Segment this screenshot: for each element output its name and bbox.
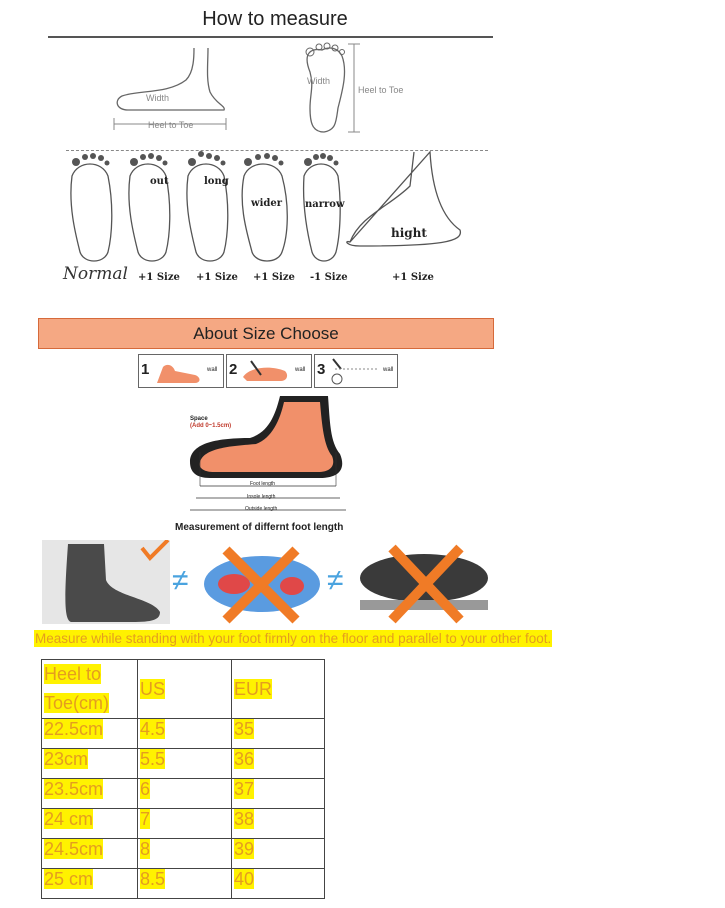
size-hight: +1 Size	[392, 272, 434, 283]
foot-type-wider: wider	[251, 198, 283, 209]
top-width-label: Width	[307, 76, 331, 86]
shoe-sole-photo	[356, 544, 492, 624]
size-table	[41, 659, 325, 899]
insole-length-label: Insole length	[247, 494, 276, 500]
outside-length-label: Outside length	[245, 506, 278, 512]
title-divider	[48, 36, 493, 38]
table-row: 23cm 5.5 36	[42, 749, 325, 779]
foot-photo	[42, 540, 170, 624]
size-wider: +1 Size	[253, 272, 295, 283]
foot-length-label: Foot length	[250, 481, 276, 487]
about-size-title: About Size Choose	[38, 318, 494, 349]
top-heel-to-toe-label: Heel to Toe	[358, 85, 404, 95]
table-row: 25 cm 8.5 40	[42, 869, 325, 899]
measurement-caption: Measurement of differnt foot length	[175, 522, 344, 533]
foot-type-normal: Normal	[63, 264, 128, 284]
step-2-box	[226, 354, 312, 388]
shoe-measurement-diagram	[180, 392, 360, 522]
foot-type-narrow: narrow	[305, 199, 345, 210]
step-1-box	[138, 354, 224, 388]
side-heel-to-toe-label: Heel to Toe	[148, 120, 194, 130]
step-2-number: 2	[229, 361, 238, 378]
space-value: (Add 0~1.5cm)	[190, 423, 232, 429]
table-row: 24.5cm 8 39	[42, 839, 325, 869]
size-out: +1 Size	[138, 272, 180, 283]
step-2-foot-icon	[241, 359, 291, 385]
not-equal-2: ≠	[327, 564, 344, 597]
table-row: 24 cm 7 38	[42, 809, 325, 839]
step-2-wall: wall	[295, 367, 306, 373]
table-row: 23.5cm 6 37	[42, 779, 325, 809]
table-header-row	[42, 660, 325, 719]
header-eur: EUR	[232, 660, 325, 719]
size-narrow: -1 Size	[310, 272, 348, 283]
side-width-label: Width	[146, 93, 170, 103]
step-3-wall: wall	[383, 367, 394, 373]
insole-photo	[200, 544, 324, 624]
table-row: 22.5cm 4.5 35	[42, 719, 325, 749]
how-to-measure-title: How to measure	[202, 8, 348, 30]
space-label: Space	[190, 416, 208, 422]
step-3-ruler-icon	[329, 357, 381, 387]
not-equal-1: ≠	[172, 564, 189, 597]
side-foot-diagram	[108, 44, 238, 134]
top-foot-diagram	[292, 42, 422, 138]
step-3-number: 3	[317, 361, 326, 378]
header-us: US	[138, 660, 232, 719]
step-1-foot-icon	[155, 359, 203, 385]
foot-type-out: out	[150, 176, 169, 187]
step-3-box	[314, 354, 398, 388]
foot-type-hight: hight	[391, 226, 427, 240]
measure-instruction: Measure while standing with your foot firmly on the floor and parallel to your other foot.	[35, 631, 552, 646]
step-1-wall: wall	[207, 367, 218, 373]
size-long: +1 Size	[196, 272, 238, 283]
header-heel-to-toe: Heel to Toe(cm)	[42, 660, 138, 719]
foot-type-long: long	[204, 176, 229, 187]
step-1-number: 1	[141, 361, 150, 378]
